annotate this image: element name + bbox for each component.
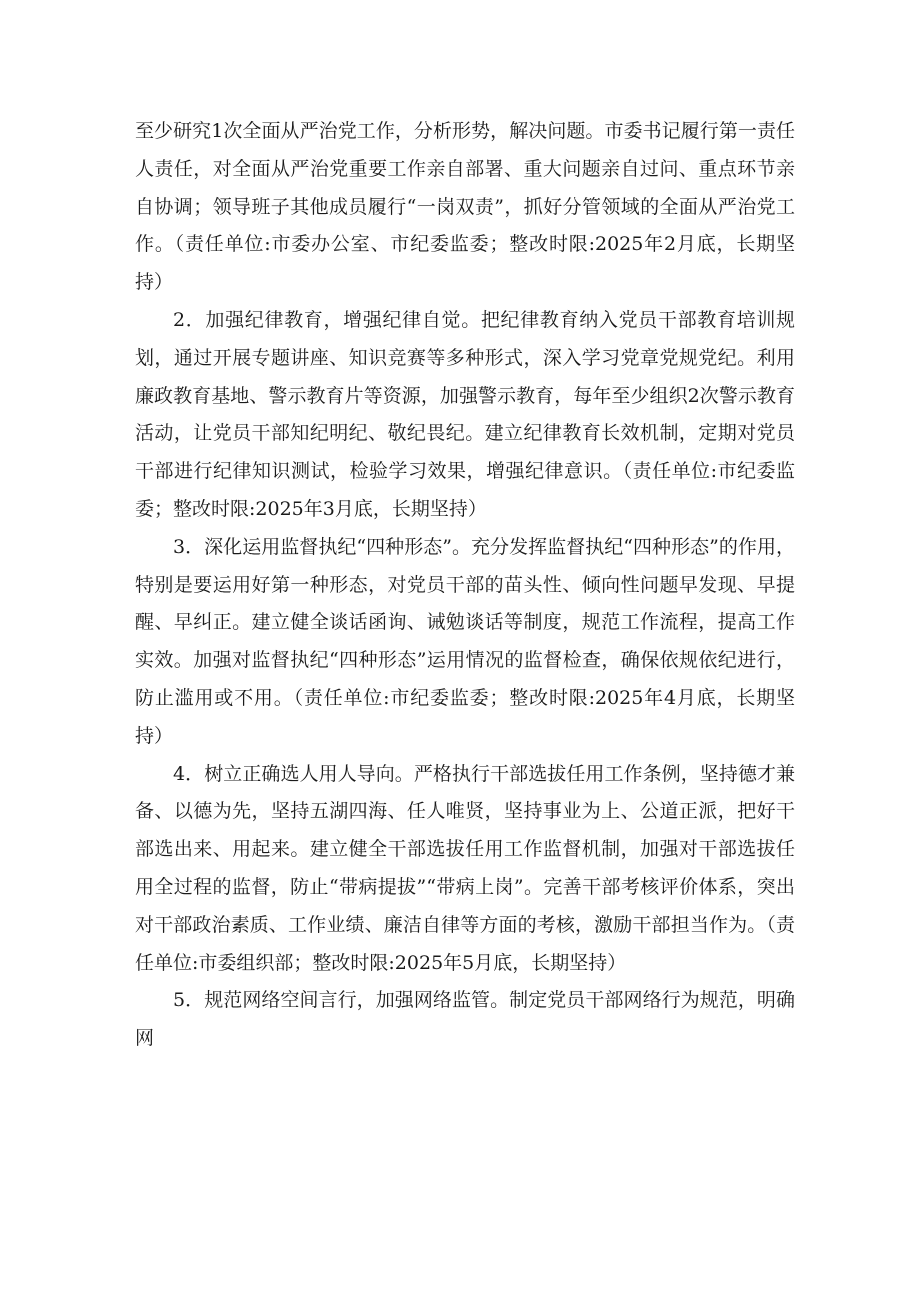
- document-body: [135, 113, 795, 1058]
- paragraph-continuation: 至少研究1次全面从严治党工作，分析形势，解决问题。市委书记履行第一责任人责任，对全面从严治党重要工作亲自部署、重大问题亲自过问、重点环节亲自协调；领导班子其他成员履行“一岗双责”，抓好分管领域的全面从严治党工作。（责任单位:市委办公室、市纪委监委；整改时限:2025年2月底，长期坚持）: [135, 120, 795, 294]
- paragraph-item-5: 5．规范网络空间言行，加强网络监管。制定党员干部网络行为规范，明确网: [135, 989, 795, 1050]
- paragraph-item-3: 3．深化运用监督执纪“四种形态”。充分发挥监督执纪“四种形态”的作用，特别是要运用好第一种形态，对党员干部的苗头性、倾向性问题早发现、早提醒、早纠正。建立健全谈话函询、诫勉谈话等制度，规范工作流程，提高工作实效。加强对监督执纪“四种形态”运用情况的监督检查，确保依规依纪进行，防止滥用或不用。（责任单位:市纪委监委；整改时限:2025年4月底，长期坚持）: [135, 535, 795, 747]
- paragraph-item-2: 2．加强纪律教育，增强纪律自觉。把纪律教育纳入党员干部教育培训规划，通过开展专题讲座、知识竞赛等多种形式，深入学习党章党规党纪。利用廉政教育基地、警示教育片等资源，加强警示教育，每年至少组织2次警示教育活动，让党员干部知纪明纪、敬纪畏纪。建立纪律教育长效机制，定期对党员干部进行纪律知识测试，检验学习效果，增强纪律意识。（责任单位:市纪委监委；整改时限:2025年3月底，长期坚持）: [135, 308, 795, 520]
- paragraph-item-4: 4．树立正确选人用人导向。严格执行干部选拔任用工作条例，坚持德才兼备、以德为先，坚持五湖四海、任人唯贤，坚持事业为上、公道正派，把好干部选出来、用起来。建立健全干部选拔任用工作监督机制，加强对干部选拔任用全过程的监督，防止“带病提拔”“带病上岗”。完善干部考核评价体系，突出对干部政治素质、工作业绩、廉洁自律等方面的考核，激励干部担当作为。（责任单位:市委组织部；整改时限:2025年5月底，长期坚持）: [135, 762, 795, 974]
